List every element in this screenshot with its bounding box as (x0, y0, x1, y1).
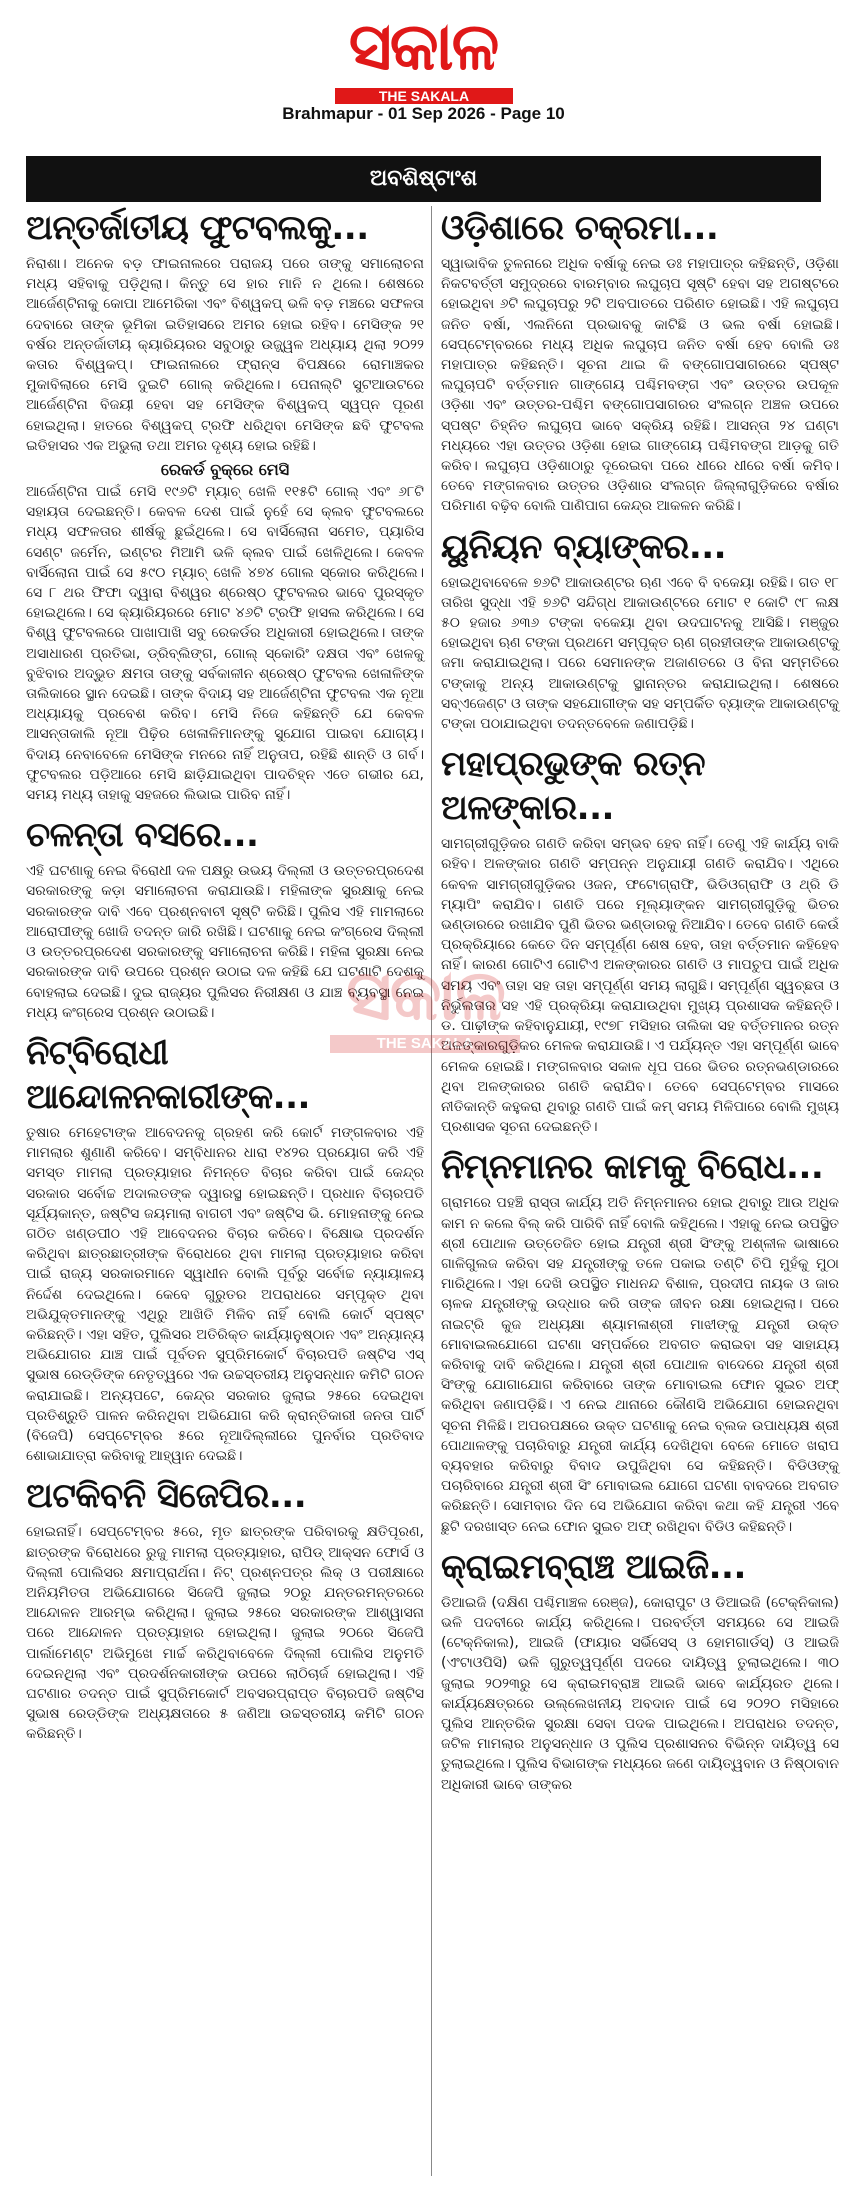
headline: ଓଡ଼ିଶାରେ ଚକ୍ରମା... (441, 208, 719, 248)
article-crimebranch (441, 1545, 839, 1795)
left-column (26, 206, 424, 1753)
headline: କ୍ରାଇମବ୍ରାଞ୍ଚ ଆଇଜି... (441, 1546, 746, 1587)
dateline: Brahmapur - 01 Sep 2026 - Page 10 (282, 104, 565, 123)
article-body: ତୁଷାର ମେହେଟାଙ୍କ ଆବେଦନକୁ ଗ୍ରହଣ କରି କୋର୍ଟ ମଙ୍ଗଳବାର ଏହି ମାମଲାର ଶୁଣାଣି କରିବେ। ସମ୍ବିଧାନର ଧାରା ୧୪୨ର ପ୍ରୟୋଗ କରି ଏହି ସମସ୍ତ ମାମଲା ପ୍ରତ୍ୟାହାର ନିମନ୍ତେ ବିଚାର କରିବା ପାଇଁ କେନ୍ଦ୍ର ସରକାର ସର୍ବୋଚ୍ଚ ଅଦାଲତଙ୍କ ଦ୍ୱାରସ୍ଥ ହୋଇଛନ୍ତି। ପ୍ରଧାନ ବିଚାରପତି ସୂର୍ଯ୍ୟକାନ୍ତ, ଜଷ୍ଟିସ ଜୟମାଲା ବାଗଚୀ ଏବଂ ଜଷ୍ଟିସ ଭି. ମୋହନାଙ୍କୁ ନେଇ ଗଠିତ ଖଣ୍ଡପୀଠ ଏହି ଆବେଦନର ବିଚାର କରିବେ। ବିକ୍ଷୋଭ ପ୍ରଦର୍ଶନ କରିଥିବା ଛାତ୍ରଛାତ୍ରୀଙ୍କ ବିରୋଧରେ ଥିବା ମାମଲା ପ୍ରତ୍ୟାହାର କରିବା ପାଇଁ ରାଜ୍ୟ ସରକାରମାନେ ସ୍ୱାଧୀନ ବୋଲି ପୂର୍ବରୁ ସର୍ବୋଚ୍ଚ ନ୍ୟାୟାଳୟ ନିର୍ଦ୍ଦେଶ ଦେଇଥିଲେ। କେବେ ଗୁରୁତର ଅପରାଧରେ ସମ୍ପୃକ୍ତ ଥିବା ଅଭିଯୁକ୍ତମାନଙ୍କୁ ଏଥିରୁ ଆଖିତି ମିଳିବ ନାହିଁ ବୋଲି କୋର୍ଟ ସ୍ପଷ୍ଟ କରିଛନ୍ତି। ଏହା ସହିତ, ପୁଲିସର ଅତିରିକ୍ତ କାର୍ଯ୍ୟାନୁଷ୍ଠାନ ଏବଂ ଅନ୍ୟାନ୍ୟ ଅଭିଯୋଗର ଯାଞ୍ଚ ପାଇଁ ପୂର୍ବତନ ସୁପ୍ରିମକୋର୍ଟ ବିଚାରପତି ଜଷ୍ଟିସ ଏସ୍ ସୁଭାଷ ରେଡ୍ଡିଙ୍କ ନେତୃତ୍ୱରେ ଏକ ଉଚ୍ଚସ୍ତରୀୟ ଅନୁସନ୍ଧାନ କମିଟି ଗଠନ କରାଯାଇଛି। ଅନ୍ୟପଟେ, କେନ୍ଦ୍ର ସରକାର ଜୁଲାଇ ୨୫ରେ ଦେଇଥିବା ପ୍ରତିଶ୍ରୁତି ପାଳନ କରିନଥିବା ଅଭିଯୋଗ କରି କ୍ରାନ୍ତିକାରୀ ଜନତା ପାର୍ଟି (ବିଜେପି) ସେପ୍ଟେମ୍ବର ୫ରେ ନୂଆଦିଲ୍ଲୀରେ ପୁନର୍ବାର ପ୍ରତିବାଦ ଶୋଭାଯାତ୍ରା କରିବାକୁ ଆହ୍ୱାନ ଦେଇଛି। (26, 1124, 424, 1465)
section-title: ଅବଶିଷ୍ଟାଂଶ (369, 166, 478, 191)
article-body: ହୋଇନାହିଁ। ସେପ୍ଟେମ୍ବର ୫ରେ, ମୃତ ଛାତ୍ରଙ୍କ ପରିବାରକୁ କ୍ଷତିପୂରଣ, ଛାତ୍ରଙ୍କ ବିରୋଧରେ ରୁଜୁ ମାମଲା ପ୍ରତ୍ୟାହାର, ରାପିଡ୍ ଆକ୍ସନ ଫୋର୍ସ ଓ ଦିଲ୍ଲୀ ପୋଲିସର କ୍ଷମାପ୍ରାର୍ଥନା। ନିଟ୍ ପ୍ରଶ୍ନପତ୍ର ଲିକ୍ ଓ ପରୀକ୍ଷାରେ ଅନିୟମିତତା ଅଭିଯୋଗରେ ସିଜେପି ଜୁଲାଇ ୨୦ରୁ ଯନ୍ତରମନ୍ତରରେ ଆନ୍ଦୋଳନ ଆରମ୍ଭ କରିଥିଲା। ଜୁଲାଇ ୨୫ରେ ସରକାରଙ୍କ ଆଶ୍ୱାସନା ପରେ ଆନ୍ଦୋଳନ ପ୍ରତ୍ୟାହାର ହୋଇଥିଲା। ଜୁଲାଇ ୨୦ରେ ସିଜେପି ପାର୍ଲାମେଣ୍ଟ ଅଭିମୁଖେ ମାର୍ଚ୍ଚ କରିଥିବାବେଳେ ଦିଲ୍ଲୀ ପୋଲିସ ଅନୁମତି ଦେଇନଥିଲା ଏବଂ ପ୍ରଦର୍ଶନକାରୀଙ୍କ ଉପରେ ଲାଠିଚାର୍ଜ ହୋଇଥିଲା। ଏହି ଘଟଣାର ତଦନ୍ତ ପାଇଁ ସୁପ୍ରିମକୋର୍ଟ ଅବସରପ୍ରାପ୍ତ ବିଚାରପତି ଜଷ୍ଟିସ ସୁଭାଷ ରେଡ୍ଡିଙ୍କ ଅଧ୍ୟକ୍ଷତାରେ ୫ ଜଣିଆ ଉଚ୍ଚସ୍ତରୀୟ କମିଟି ଗଠନ କରିଛନ୍ତି। (26, 1524, 424, 1743)
article-body: ହୋଇଥିବାବେଳେ ୭୬ଟି ଆକାଉଣ୍ଟର ଋଣ ଏବେ ବି ବକେୟା ରହିଛି। ଗତ ୧୮ ତାରିଖ ସୁଦ୍ଧା ଏହି ୭୬ଟି ସନ୍ଦିଗ୍ଧ ଆକାଉଣ୍ଟରେ ମୋଟ ୧ କୋଟି ୯୮ ଲକ୍ଷ ୫୦ ହଜାର ୬୩୬ ଟଙ୍କା ବକେୟା ଥିବା ଉଦଘାଟନକୁ ଆସିଛି। ମଞ୍ଜୁର ହୋଇଥିବା ଋଣ ଟଙ୍କା ପ୍ରଥମେ ସମ୍ପୃକ୍ତ ଋଣ ଗ୍ରହୀତାଙ୍କ ଆକାଉଣ୍ଟକୁ ଜମା କରାଯାଇଥିଲା। ପରେ ସେମାନଙ୍କ ଅଜାଣତରେ ଓ ବିନା ସମ୍ମତିରେ ଟଙ୍କାକୁ ଅନ୍ୟ ଆକାଉଣ୍ଟକୁ ସ୍ଥାନାନ୍ତର କରାଯାଇଥିଲା। ଶେଷରେ ସବ୍‌ଏଜେଣ୍ଟ ଓ ତାଙ୍କ ସହଯୋଗୀଙ୍କ ସହ ସମ୍ପର୍କିତ ବ୍ୟାଙ୍କ ଆକାଉଣ୍ଟକୁ ଟଙ୍କା ପଠାଯାଇଥିବା ତଦନ୍ତବେଳେ ଜଣାପଡ଼ିଛି। (441, 574, 839, 733)
watermark-text: ସକାଳ (346, 954, 504, 1036)
article-body: ଡିଆଇଜି (ଦକ୍ଷିଣ ପଶ୍ଚିମାଞ୍ଚଳ ରେଞ୍ଜ), କୋରାପୁଟ ଓ ଡିଆଇଜି (ଟେକ୍ନିକାଲ) ଭଳି ପଦବୀରେ କାର୍ଯ୍ୟ କରିଥିଲେ। ପରବର୍ତ୍ତୀ ସମୟରେ ସେ ଆଇଜି (ଟେକ୍ନିକାଲ), ଆଇଜି (ଫାୟାର ସର୍ଭିସେସ୍ ଓ ହୋମଗାର୍ଡସ୍) ଓ ଆଇଜି (ଏଂଟାଓପିସି) ଭଳି ଗୁରୁତ୍ୱପୂର୍ଣ୍ଣ ପଦରେ ଦାୟିତ୍ୱ ତୁଲାଇଥିଲେ। ୩୦ ଜୁଲାଇ ୨୦୨୩ରୁ ସେ କ୍ରାଇମବ୍ରାଞ୍ଚ ଆଇଜି ଭାବେ କାର୍ଯ୍ୟରତ ଥିଲେ। କାର୍ଯ୍ୟକ୍ଷେତ୍ରରେ ଉଲ୍ଲେଖନୀୟ ଅବଦାନ ପାଇଁ ସେ ୨୦୨୦ ମସିହାରେ ପୁଲିସ ଆନ୍ତରିକ ସୁରକ୍ଷା ସେବା ପଦକ ପାଇଥିଲେ। ଅପରାଧର ତଦନ୍ତ, ଜଟିଳ ମାମଲାର ଅନୁସନ୍ଧାନ ଓ ପୁଲିସ ପ୍ରଶାସନର ବିଭିନ୍ନ ଦାୟିତ୍ୱ ସେ ତୁଲାଇଥିଲେ। ପୁଲିସ ବିଭାଗଙ୍କ ମଧ୍ୟରେ ଜଣେ ଦାୟିତ୍ୱବାନ ଓ ନିଷ୍ଠାବାନ ଅଧିକାରୀ ଭାବେ ତାଙ୍କର (441, 1594, 839, 1793)
article-bus (26, 813, 424, 1023)
headline: ମହାପ୍ରଭୁଙ୍କ ରତ୍ନ ଅଳଙ୍କାର... (441, 744, 706, 829)
article-union-bank (441, 525, 839, 735)
article-body: ଗ୍ରାମରେ ପହଞ୍ଚି ରାସ୍ତା କାର୍ଯ୍ୟ ଅତି ନିମ୍ନମାନର ହୋଇ ଥିବାରୁ ଆଉ ଅଧିକ କାମ ନ କଲେ ବିଲ୍ କରି ପାରିବି ନାହିଁ ବୋଲି କହିଥିଲେ। ଏହାକୁ ନେଇ ଉପସ୍ଥିତ ଶ୍ରୀ ପୋଥାଳ ଉତ୍ତେଜିତ ହୋଇ ଯନ୍ତ୍ରୀ ଶ୍ରୀ ସିଂଙ୍କୁ ଅଶ୍ଳୀଳ ଭାଷାରେ ଗାଳିଗୁଲଜ କରିବା ସହ ଯନ୍ତ୍ରୀଙ୍କୁ ତଳେ ପକାଇ ତଣ୍ଟି ଚିପି ମୁହଁକୁ ମୁଠା ମାରିଥିଲେ। ଏହା ଦେଖି ଉପସ୍ଥିତ ମାଧନନ୍ଦ ବିଶାଳ, ପ୍ରଦୀପ ନାୟକ ଓ ଜାର ଚାଳକ ଯନ୍ତ୍ରୀଙ୍କୁ ଉଦ୍ଧାର କରି ତାଙ୍କ ଜୀବନ ରକ୍ଷା ହୋଇଥିଲା। ପରେ ନାଇଟ୍ରି କୁଜ ଅଧ୍ୟକ୍ଷା ଶ୍ୟାମଳାଶ୍ରୀ ମାଝୀଙ୍କୁ ଯନ୍ତ୍ରୀ ଉକ୍ତ ମୋବାଇଲଯୋଗେ ଘଟଣା ସମ୍ପର୍କରେ ଅବଗତ କରାଇବା ସହ ସାହାଯ୍ୟ କରିବାକୁ ଦାବି କରିଥିଲେ। ଯନ୍ତ୍ରୀ ଶ୍ରୀ ପୋଥାଳ ବାଦେରେ ଯନ୍ତ୍ରୀ ଶ୍ରୀ ସିଂଙ୍କୁ ଯୋଗାଯୋଗ କରିବାରେ ତାଙ୍କ ମୋବାଇଲ ଫୋନ ସୁଇଚ ଅଫ୍ କରିଥିବା ଜଣାପଡ଼ିଛି। ଏ ନେଇ ଥାନାରେ କୌଣସି ଅଭିଯୋଗ ହୋଇନଥିବା ସୂଚନା ମିଳିଛି। ଅପରପକ୍ଷରେ ଉକ୍ତ ଘଟଣାକୁ ନେଇ ବ୍ଲକ ଉପାଧ୍ୟକ୍ଷ ଶ୍ରୀ ପୋଥାଳଙ୍କୁ ପଚାରିବାରୁ ଯନ୍ତ୍ରୀ କାର୍ଯ୍ୟ ଦେଖିଥିବା ବେଳେ ମୋତେ ଖରାପ ବ୍ୟବହାର କରିବାରୁ ବିବାଦ ଉପୁଜିଥିବା ସେ କହିଛନ୍ତି। ବିଡିଓଙ୍କୁ ପଚାରିବାରେ ଯନ୍ତ୍ରୀ ଶ୍ରୀ ସିଂ ମୋବାଇଲ ଯୋଗେ ଘଟଣା ବାବଦରେ ଅବଗତ କରିଛନ୍ତି। ସୋମବାର ଦିନ ସେ ଅଭିଯୋଗ କରିବା କଥା କହି ଯନ୍ତ୍ରୀ ଏବେ ଛୁଟି ଦରଖାସ୍ତ ନେଇ ଫୋନ ସୁଇଚ ଅଫ୍ ରଖିଥିବା ବିଡିଓ କହିଛନ୍ତି। (441, 1195, 839, 1535)
article-poor-work (441, 1145, 839, 1536)
article-body: ସ୍ୱାଭାବିକ ତୁଳନାରେ ଅଧିକ ବର୍ଷାକୁ ନେଇ ଡଃ ମହାପାତ୍ର କହିଛନ୍ତି, ଓଡ଼ିଶା ନିକଟବର୍ତ୍ତୀ ସମୁଦ୍ରରେ ବାରମ୍ବାର ଲଘୁଚାପ ସୃଷ୍ଟି ହେବା ସହ ଅଗଷ୍ଟରେ ହୋଇଥିବା ୬ଟି ଲଘୁଚାପରୁ ୨ଟି ଅବପାତରେ ପରିଣତ ହୋଇଛି। ଏହି ଲଘୁଚାପ ଜନିତ ବର୍ଷା, ଏଲନିନୋ ପ୍ରଭାବକୁ କାଟିଛି ଓ ଭଲ ବର୍ଷା ହୋଇଛି। ସେପ୍ଟେମ୍ବରରେ ମଧ୍ୟ ଅଧିକ ଲଘୁଚାପ ଜନିତ ବର୍ଷା ହେବ ବୋଲି ଡଃ ମହାପାତ୍ର କହିଛନ୍ତି। ସୂଚନା ଥାଇ କି ବଙ୍ଗୋପସାଗରରେ ସ୍ପଷ୍ଟ ଲଘୁଚାପଟି ବର୍ତ୍ତମାନ ଗାଙ୍ଗେୟ ପଶ୍ଚିମବଙ୍ଗ ଏବଂ ଉତ୍ତର ଉପକୂଳ ଓଡ଼ିଶା ଏବଂ ଉତ୍ତର-ପଶ୍ଚିମ ବଙ୍ଗୋପସାଗରର ସଂଲଗ୍ନ ଅଞ୍ଚଳ ଉପରେ ସ୍ପଷ୍ଟ ଚିହ୍ନିତ ଲଘୁଚାପ ଭାବେ ସକ୍ରିୟ ରହିଛି। ଆସନ୍ତା ୨୪ ଘଣ୍ଟା ମଧ୍ୟରେ ଏହା ଉତ୍ତର ଓଡ଼ିଶା ହୋଇ ଗାଙ୍ଗେୟ ପଶ୍ଚିମବଙ୍ଗ ଆଡ଼କୁ ଗତି କରିବ। ଲଘୁଚାପ ଓଡ଼ିଶାଠାରୁ ଦୂରେଇବା ପରେ ଧୀରେ ଧୀରେ ବର୍ଷା କମିବ। ତେବେ ମଙ୍ଗଳବାର ଉତ୍ତର ଓଡ଼ିଶାର ସଂଲଗ୍ନ ଜିଲ୍ଲାଗୁଡ଼ିକରେ ବର୍ଷାର ପରିମାଣ ବଢ଼ିବ ବୋଲି ପାଣିପାଗ କେନ୍ଦ୍ର ଆକଳନ କରିଛି। (441, 256, 839, 515)
subheading: ରେକର୍ଡ ବୁକ୍‌ରେ ମେସି (160, 460, 290, 480)
headline: ଅଟକିବନି ସିଜେପିର... (26, 1476, 307, 1517)
column-divider (431, 206, 432, 2176)
headline: ନିମ୍ନମାନର କାମକୁ ବିରୋଧ... (441, 1147, 824, 1188)
article-body: ନିରାଶା। ଅନେକ ବଡ଼ ଫାଇନାଲରେ ପରାଜୟ ପରେ ତାଙ୍କୁ ସମାଲୋଚନା ମଧ୍ୟ ସହିବାକୁ ପଡ଼ିଥିଲା। କିନ୍ତୁ ସେ ହାର ମାନି ନ ଥିଲେ। ଶେଷରେ ଆର୍ଜେଣ୍ଟିନାକୁ କୋପା ଆମେରିକା ଏବଂ ବିଶ୍ୱକପ୍ ଭଳି ବଡ଼ ମଞ୍ଚରେ ସଫଳତା ଦେବାରେ ତାଙ୍କ ଭୂମିକା ଇତିହାସରେ ଅମର ହୋଇ ରହିବ। ମେସିଙ୍କ ୨୧ ବର୍ଷର ଅନ୍ତର୍ଜାତୀୟ କ୍ୟାରିୟରର ସବୁଠାରୁ ଉଜ୍ଜ୍ୱଳ ଅଧ୍ୟାୟ ଥିଲା ୨୦୨୨ କତାର ବିଶ୍ୱକପ୍। ଫାଇନାଲରେ ଫ୍ରାନ୍ସ ବିପକ୍ଷରେ ରୋମାଞ୍ଚକର ମୁକାବିଲାରେ ମେସି ଦୁଇଟି ଗୋଲ୍ କରିଥିଲେ। ପେନାଲ୍ଟି ସୁଟଆଉଟରେ ଆର୍ଜେଣ୍ଟିନା ବିଜୟୀ ହେବା ସହ ମେସିଙ୍କ ବିଶ୍ୱକପ୍ ସ୍ୱପ୍ନ ପୂରଣ ହୋଇଥିଲା। ହାତରେ ବିଶ୍ୱକପ୍ ଟ୍ରଫି ଧରିଥିବା ମେସିଙ୍କ ଛବି ଫୁଟବଲ ଇତିହାସର ଏକ ଅଭୁଲା ତଥା ଅମର ଦୃଶ୍ୟ ହୋଇ ରହିଛି। (26, 256, 424, 454)
headline: ନିଟ୍‌ବିରୋଧୀ ଆନ୍ଦୋଳନକାରୀଙ୍କ... (26, 1032, 310, 1117)
article-ratna-alankar (441, 742, 839, 1137)
right-column (441, 206, 839, 1803)
headline: ୟୁନିୟନ ବ୍ୟାଙ୍କର... (441, 526, 727, 567)
article-body: ସାମଗ୍ରୀଗୁଡ଼ିକର ଗଣତି କରିବା ସମ୍ଭବ ହେବ ନାହିଁ। ତେଣୁ ଏହି କାର୍ଯ୍ୟ ବାକି ରହିବ। ଅଳଙ୍କାର ଗଣତି ସମ୍ପନ୍ନ ଅନୁଯାୟୀ ଗଣତି କରାଯିବ। ଏଥିରେ କେବଳ ସାମଗ୍ରୀଗୁଡ଼ିକର ଓଜନ, ଫଟୋଗ୍ରାଫି, ଭିଡିଓଗ୍ରାଫି ଓ ଥ୍ରି ଡି ମ୍ୟାପିଂ କରାଯିବ। ଗଣତି ପରେ ମୂଲ୍ୟାଙ୍କନ ସାମଗ୍ରୀଗୁଡ଼ିକୁ ଭିତର ଭଣ୍ଡାରରେ ରଖାଯିବ ପୁଣି ଭିତର ଭଣ୍ଡାରକୁ ନିଆଯିବ। ତେବେ ଗଣତି କେଉଁ ପ୍ରକ୍ରିୟାରେ କେତେ ଦିନ ସମ୍ପୂର୍ଣ୍ଣ ଶେଷ ହେବ, ତାହା ବର୍ତ୍ତମାନ କହିହେବ ନାହିଁ। କାରଣ ଗୋଟିଏ ଗୋଟିଏ ଅଳଙ୍କାରର ଗଣତି ଓ ମାପଚୁପ ପାଇଁ ଅଧିକ ସମୟ ଏବଂ ତାହା ସହ ତାହା ସମ୍ପୂର୍ଣ୍ଣ ସମୟ ଲାଗୁଛି। ସମ୍ପୂର୍ଣ୍ଣ ସ୍ୱଚ୍ଛତା ଓ ନିର୍ଭୁଲତାର ସହ ଏହି ପ୍ରକ୍ରିୟା କରାଯାଉଥିବା ମୁଖ୍ୟ ପ୍ରଶାସକ କହିଛନ୍ତି। ଡ. ପାଢ଼ୀଙ୍କ କହିବାନୁଯାୟୀ, ୧୯୭୮ ମସିହାର ତାଲିକା ସହ ବର୍ତ୍ତମାନର ରତ୍ନ ଅଳଙ୍କାରଗୁଡ଼ିକର ମେଳକ କରାଯାଉଛି। ଏ ପର୍ଯ୍ୟନ୍ତ ଏହା ସମ୍ପୂର୍ଣ୍ଣ ଭାବେ ମେଳକ ହୋଇଛି। ମଙ୍ଗଳବାର ସକାଳ ଧୂପ ପରେ ଭିତର ରତ୍ନଭଣ୍ଡାରରେ ଥିବା ଅଳଙ୍କାରର ଗଣତି କରାଯିବ। ତେବେ ସେପ୍ଟେମ୍ବର ମାସରେ ନୀତିକାନ୍ତି କହୁକରା ଥିବାରୁ ଗଣତି ପାଇଁ କମ୍ ସମୟ ମିଳିପାରେ ବୋଲି ମୁଖ୍ୟ ପ୍ରଶାସକ ସୂଚନା ଦେଇଛନ୍ତି। (441, 836, 839, 1136)
article-body-continued: ଆର୍ଜେଣ୍ଟିନା ପାଇଁ ମେସି ୧୯୬ଟି ମ୍ୟାଚ୍ ଖେଳି ୧୧୫ଟି ଗୋଲ୍ ଏବଂ ୬୮ଟି ସହାୟତା ଦେଇଛନ୍ତି। କେବଳ ଦେଶ ପାଇଁ ନୁହେଁ ସେ କ୍ଲବ ଫୁଟବଲରେ ମଧ୍ୟ ସଫଳତାର ଶୀର୍ଷକୁ ଛୁଇଁଥିଲେ। ସେ ବାର୍ସିଲୋନା ସମେତ, ପ୍ୟାରିସ ସେଣ୍ଟ ଜର୍ମେନ, ଇଣ୍ଟର ମିଆମି ଭଳି କ୍ଲବ ପାଇଁ ଖେଳିଥିଲେ। କେବଳ ବାର୍ସିଲୋନା ପାଇଁ ସେ ୫୯୦ ମ୍ୟାଚ୍ ଖେଳି ୪୭୪ ଗୋଲ ସ୍କୋର କରିଥିଲେ। ସେ ୮ ଥର ଫିଫା ଦ୍ୱାରା ବିଶ୍ୱର ଶ୍ରେଷ୍ଠ ଫୁଟବଲର ଭାବେ ପୁରସ୍କୃତ ହୋଇଥିଲେ। ସେ କ୍ୟାରିୟରରେ ମୋଟ ୪୬ଟି ଟ୍ରଫି ହାସଲ କରିଥିଲେ। ସେ ବିଶ୍ୱ ଫୁଟବଲରେ ପାଖାପାଖି ସବୁ ରେକର୍ଡର ଅଧିକାରୀ ହୋଇଥିଲେ। ତାଙ୍କ ଅସାଧାରଣ ପ୍ରତିଭା, ଡ୍ରିବ୍ଲିଙ୍ଗ, ଗୋଲ୍ ସ୍କୋରିଂ ଦକ୍ଷତା ଏବଂ ଖେଳକୁ ବୁଝିବାର ଅଦ୍ଭୁତ କ୍ଷମତା ତାଙ୍କୁ ସର୍ବକାଳୀନ ଶ୍ରେଷ୍ଠ ଫୁଟବଲ ଖେଳାଳିଙ୍କ ତାଲିକାରେ ସ୍ଥାନ ଦେଇଛି। ତାଙ୍କ ବିଦାୟ ସହ ଆର୍ଜେଣ୍ଟିନା ଫୁଟବଲ ଏକ ନୂଆ ଅଧ୍ୟାୟକୁ ପ୍ରବେଶ କରିବ। ମେସି ନିଜେ କହିଛନ୍ତି ଯେ କେବଳ ଆସନ୍ତାକାଲି ନୂଆ ପିଢ଼ିର ଖେଳାଳିମାନଙ୍କୁ ସୁଯୋଗ ପାଇବା ଯୋଗ୍ୟ। ବିଦାୟ ନେବାବେଳେ ମେସିଙ୍କ ମନରେ ନାହିଁ ଅନୁତାପ, ରହିଛି ଶାନ୍ତି ଓ ଗର୍ବ। ଫୁଟବଲର ପଡ଼ିଆରେ ମେସି ଛାଡ଼ିଯାଇଥିବା ପାଦଚିହ୍ନ ଏତେ ଗଭୀର ଯେ, ସମୟ ମଧ୍ୟ ତାହାକୁ ସହଜରେ ଲିଭାଇ ପାରିବ ନାହିଁ। (26, 484, 424, 804)
article-neet-protest (26, 1031, 424, 1466)
article-body: ଏହି ଘଟଣାକୁ ନେଇ ବିରୋଧୀ ଦଳ ପକ୍ଷରୁ ଉଭୟ ଦିଲ୍ଲୀ ଓ ଉତ୍ତରପ୍ରଦେଶ ସରକାରଙ୍କୁ କଡ଼ା ସମାଲୋଚନା କରାଯାଉଛି। ମହିଳାଙ୍କ ସୁରକ୍ଷାକୁ ନେଇ ସରକାରଙ୍କ ଦାବି ଏବେ ପ୍ରଶ୍ନବାଚୀ ସୃଷ୍ଟି କରିଛି। ପୁଲିସ ଏହି ମାମଲାରେ ଆରୋପୀଙ୍କୁ ଖୋଜି ତଦନ୍ତ ଜାରି ରଖିଛି। ଘଟଣାକୁ ନେଇ କଂଗ୍ରେସ ଦିଲ୍ଲୀ ଓ ଉତ୍ତରପ୍ରଦେଶ ସରକାରଙ୍କୁ ସମାଲୋଚନା କରିଛି। ମହିଳା ସୁରକ୍ଷା ନେଇ ସରକାରଙ୍କ ଦାବି ଉପରେ ପ୍ରଶ୍ନ ଉଠାଇ ଦଳ କହିଛି ଯେ ଘଟଣାଟି ଦେଶକୁ ବୋହଲାଇ ଦେଇଛି। ଦୁଇ ରାଜ୍ୟର ପୁଲିସର ନିରୀକ୍ଷଣ ଓ ଯାଞ୍ଚ ବ୍ୟବସ୍ଥା ନେଇ ମଧ୍ୟ କଂଗ୍ରେସ ପ୍ରଶ୍ନ ଉଠାଇଛି। (26, 863, 424, 1021)
newspaper-logo (278, 4, 568, 90)
section-title-bar (26, 156, 821, 202)
article-odisha-rain (441, 206, 839, 517)
watermark-band: THE SAKALA (330, 1035, 520, 1053)
article-cjp (26, 1474, 424, 1744)
logo-band: THE SAKALA (335, 88, 513, 104)
headline: ଅନ୍ତର୍ଜାତୀୟ ଫୁଟବଲକୁ... (26, 208, 369, 248)
article-football (26, 206, 424, 805)
logo-text: ସକାଳ (348, 8, 498, 85)
masthead (0, 0, 847, 140)
headline: ଚଳନ୍ତା ବସରେ... (26, 815, 259, 856)
